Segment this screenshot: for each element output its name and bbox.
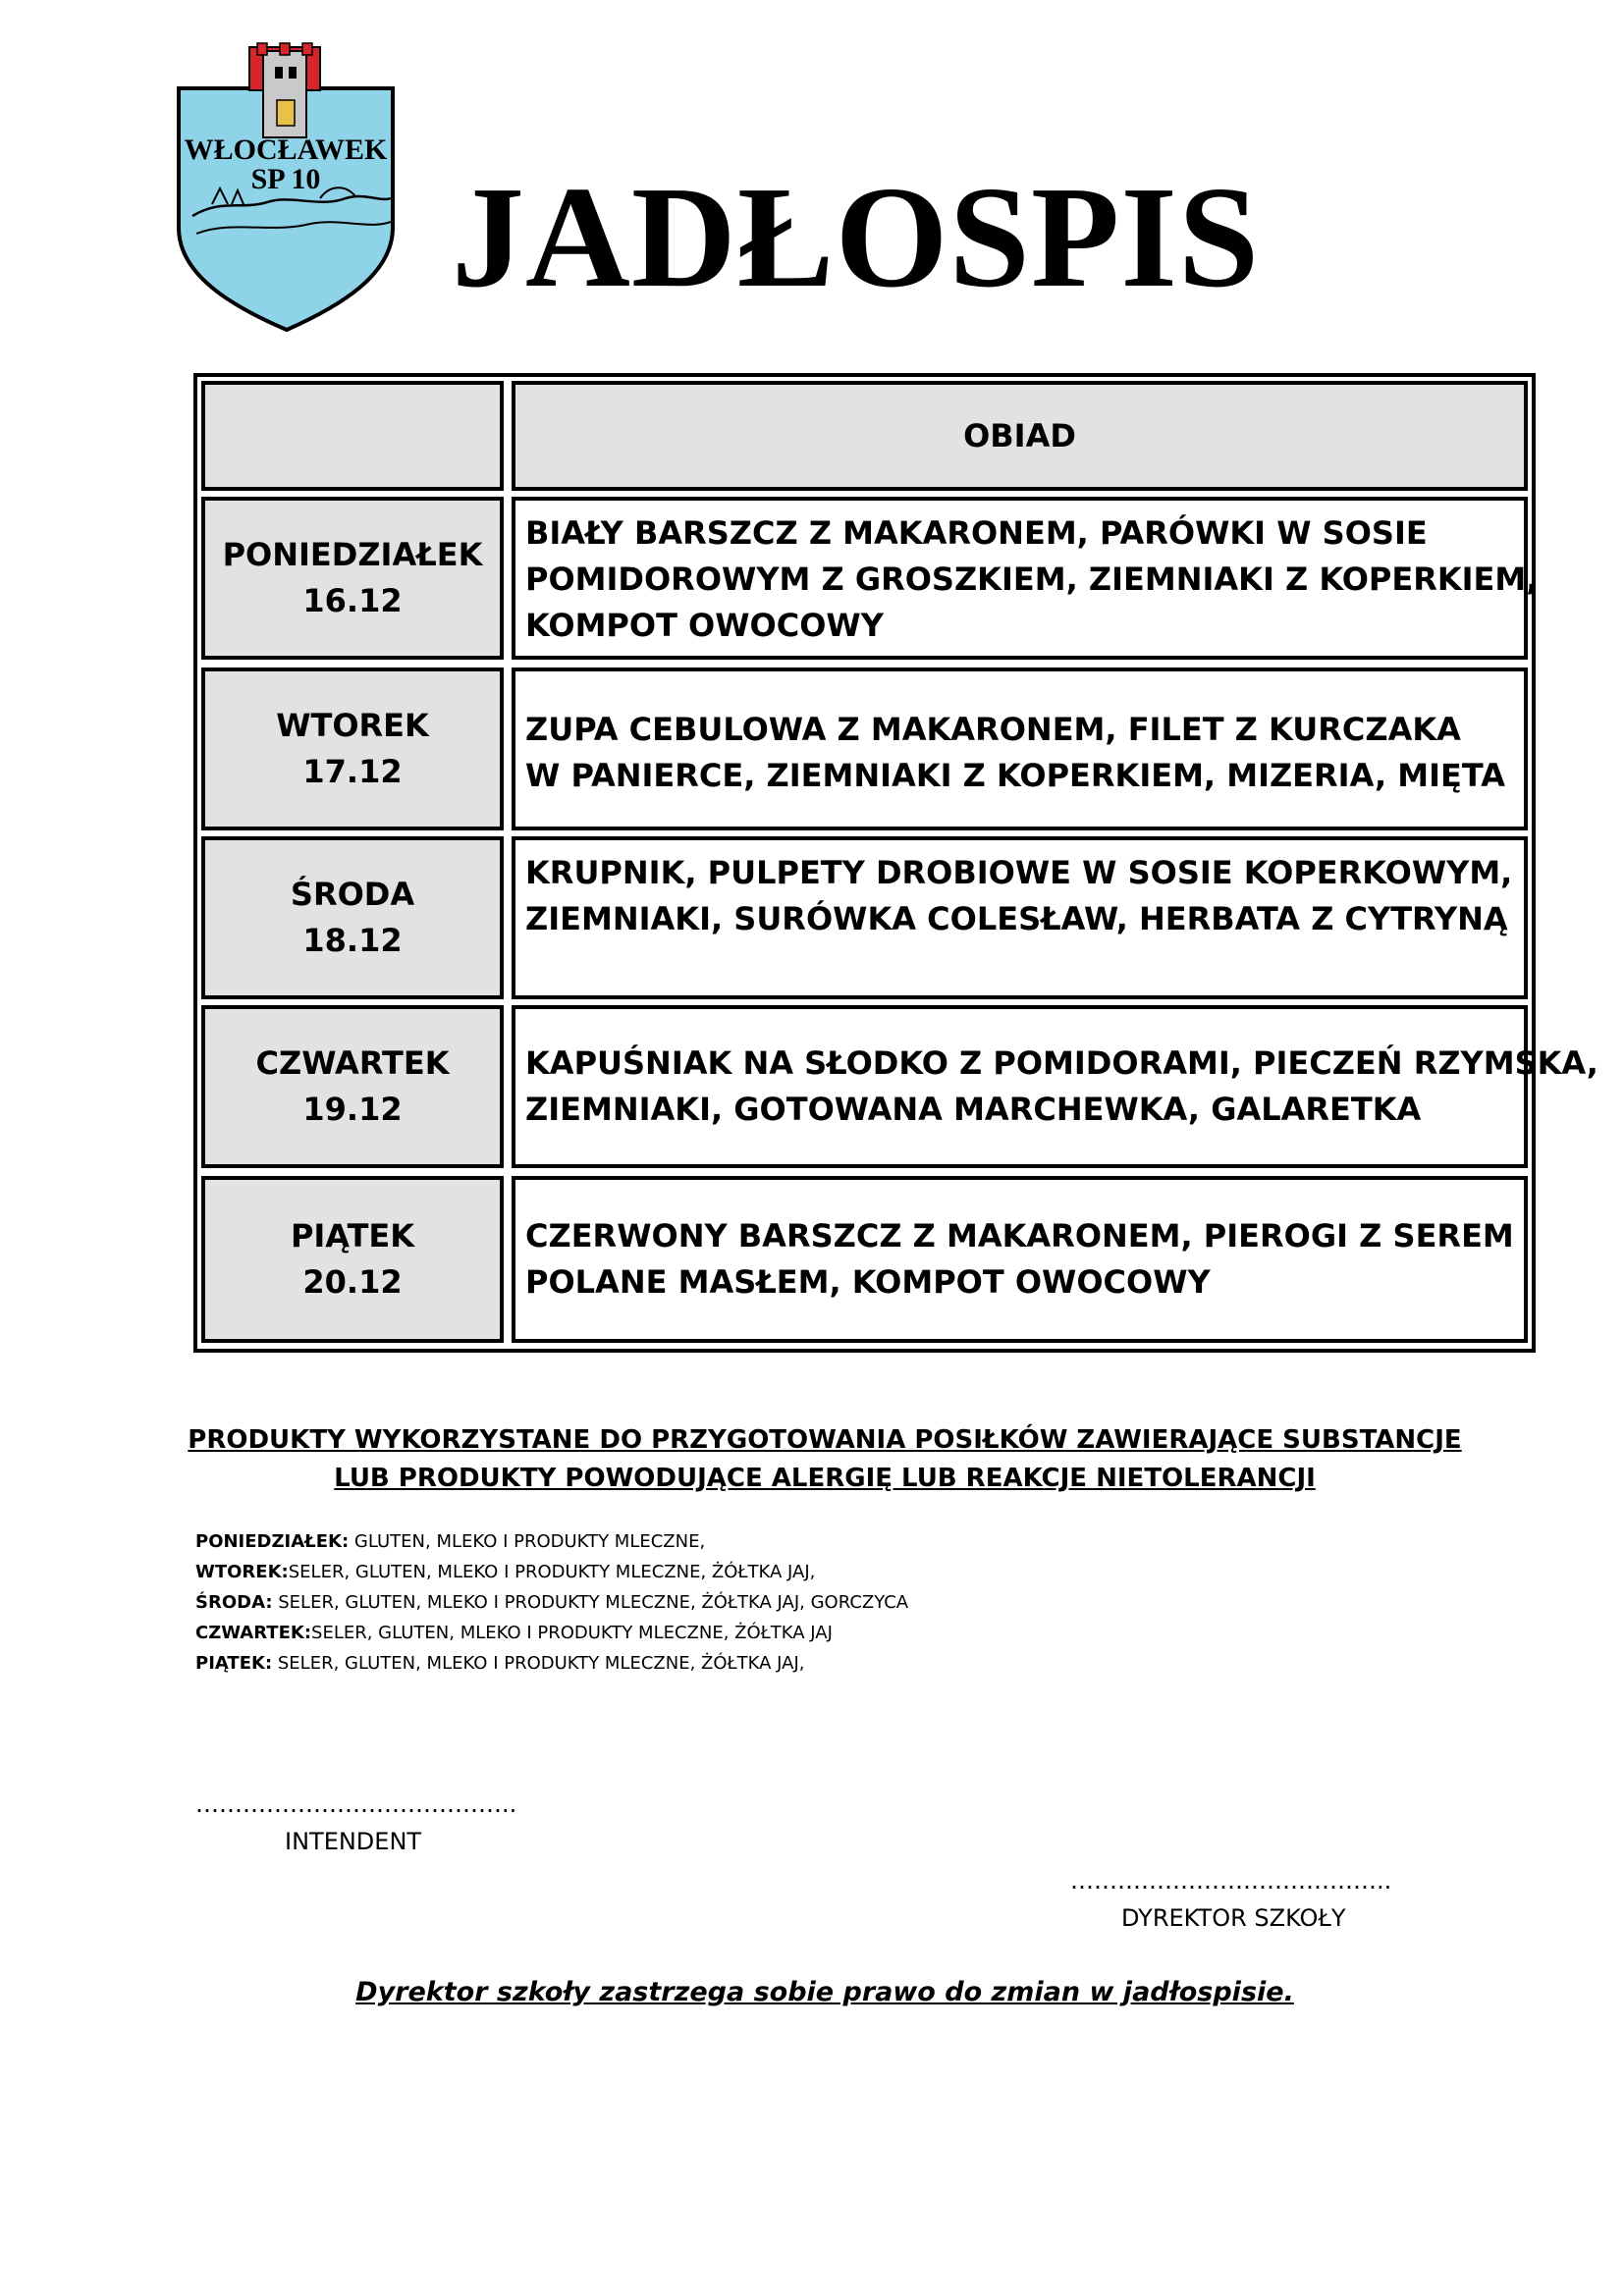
allergen-day: CZWARTEK:: [195, 1623, 312, 1643]
dish-cell-monday: [512, 497, 1539, 660]
allergen-day: PIĄTEK:: [195, 1653, 273, 1674]
day-date: 20.12: [302, 1263, 403, 1301]
svg-text:SP 10: SP 10: [250, 163, 321, 195]
dish-line: POLANE MASŁEM, KOMPOT OWOCOWY: [525, 1263, 1211, 1301]
allergen-row-friday: [195, 1648, 805, 1679]
day-date: 18.12: [302, 922, 403, 959]
day-name: CZWARTEK: [255, 1044, 450, 1082]
allergen-day: PONIEDZIAŁEK:: [195, 1531, 350, 1552]
dish-cell-tuesday: [512, 667, 1528, 830]
menu-change-note: Dyrektor szkoły zastrzega sobie prawo do zmian w jadłospisie.: [355, 1977, 1294, 2007]
allergen-text: SELER, GLUTEN, MLEKO I PRODUKTY MLECZNE, ŻÓŁTKA JAJ, GORCZYCA: [272, 1592, 909, 1613]
allergen-row-thursday: [195, 1618, 833, 1648]
day-name: WTOREK: [276, 707, 429, 744]
allergen-row-monday: [195, 1526, 705, 1557]
page-title: JADŁOSPIS: [452, 157, 1261, 318]
corner-header-cell: [201, 381, 504, 491]
dish-line: ZIEMNIAKI, SURÓWKA COLESŁAW, HERBATA Z CYTRYNĄ: [525, 900, 1508, 937]
director-signature-line: …………………………………..: [1070, 1867, 1392, 1895]
day-cell-friday: [201, 1176, 504, 1343]
day-cell-tuesday: [201, 667, 504, 830]
dish-line: KRUPNIK, PULPETY DROBIOWE W SOSIE KOPERKOWYM,: [525, 854, 1513, 891]
day-cell-thursday: [201, 1005, 504, 1168]
dish-cell-wednesday: [512, 836, 1528, 999]
dish-line: POMIDOROWYM Z GROSZKIEM, ZIEMNIAKI Z KOPERKIEM,: [525, 561, 1539, 598]
day-name: PONIEDZIAŁEK: [222, 536, 483, 573]
dish-line: KOMPOT OWOCOWY: [525, 607, 884, 644]
intendent-signature-line: …………………………………..: [195, 1790, 517, 1818]
dish-line: W PANIERCE, ZIEMNIAKI Z KOPERKIEM, MIZERIA, MIĘTA: [525, 757, 1505, 794]
intendent-label: INTENDENT: [285, 1828, 422, 1855]
allergen-heading-line: PRODUKTY WYKORZYSTANE DO PRZYGOTOWANIA POSIŁKÓW ZAWIERAJĄCE SUBSTANCJE: [188, 1425, 1462, 1455]
allergen-text: SELER, GLUTEN, MLEKO I PRODUKTY MLECZNE, ŻÓŁTKA JAJ,: [288, 1562, 816, 1582]
allergen-text: SELER, GLUTEN, MLEKO I PRODUKTY MLECZNE, ŻÓŁTKA JAJ,: [272, 1653, 805, 1674]
allergen-row-tuesday: [195, 1557, 815, 1587]
dish-line: ZUPA CEBULOWA Z MAKARONEM, FILET Z KURCZAKA: [525, 711, 1461, 748]
lunch-header-label: OBIAD: [963, 416, 1076, 454]
day-name: ŚRODA: [290, 876, 415, 913]
day-date: 17.12: [302, 753, 403, 790]
dish-line: BIAŁY BARSZCZ Z MAKARONEM, PARÓWKI W SOSIE: [525, 514, 1428, 552]
allergen-row-wednesday: [195, 1587, 908, 1618]
dish-cell-friday: [512, 1176, 1528, 1343]
day-cell-wednesday: [201, 836, 504, 999]
school-crest-logo: [173, 41, 399, 334]
day-name: PIĄTEK: [290, 1217, 415, 1255]
dish-cell-thursday: [512, 1005, 1598, 1168]
svg-text:WŁOCŁAWEK: WŁOCŁAWEK: [184, 133, 388, 166]
dish-line: KAPUŚNIAK NA SŁODKO Z POMIDORAMI, PIECZEŃ RZYMSKA,: [525, 1044, 1598, 1082]
director-label: DYREKTOR SZKOŁY: [1121, 1904, 1346, 1932]
allergen-day: ŚRODA:: [195, 1592, 273, 1613]
allergen-heading-line: LUB PRODUKTY POWODUJĄCE ALERGIĘ LUB REAKCJE NIETOLERANCJI: [334, 1464, 1316, 1493]
dish-line: CZERWONY BARSZCZ Z MAKARONEM, PIEROGI Z SEREM: [525, 1217, 1514, 1255]
allergen-day: WTOREK:: [195, 1562, 289, 1582]
lunch-header-cell: [512, 381, 1528, 491]
day-date: 19.12: [302, 1091, 403, 1128]
allergen-text: GLUTEN, MLEKO I PRODUKTY MLECZNE,: [349, 1531, 706, 1552]
dish-line: ZIEMNIAKI, GOTOWANA MARCHEWKA, GALARETKA: [525, 1091, 1422, 1128]
day-date: 16.12: [302, 582, 403, 619]
allergen-heading: [177, 1421, 1473, 1498]
allergen-text: SELER, GLUTEN, MLEKO I PRODUKTY MLECZNE, ŻÓŁTKA JAJ: [311, 1623, 833, 1643]
day-cell-monday: [201, 497, 504, 660]
